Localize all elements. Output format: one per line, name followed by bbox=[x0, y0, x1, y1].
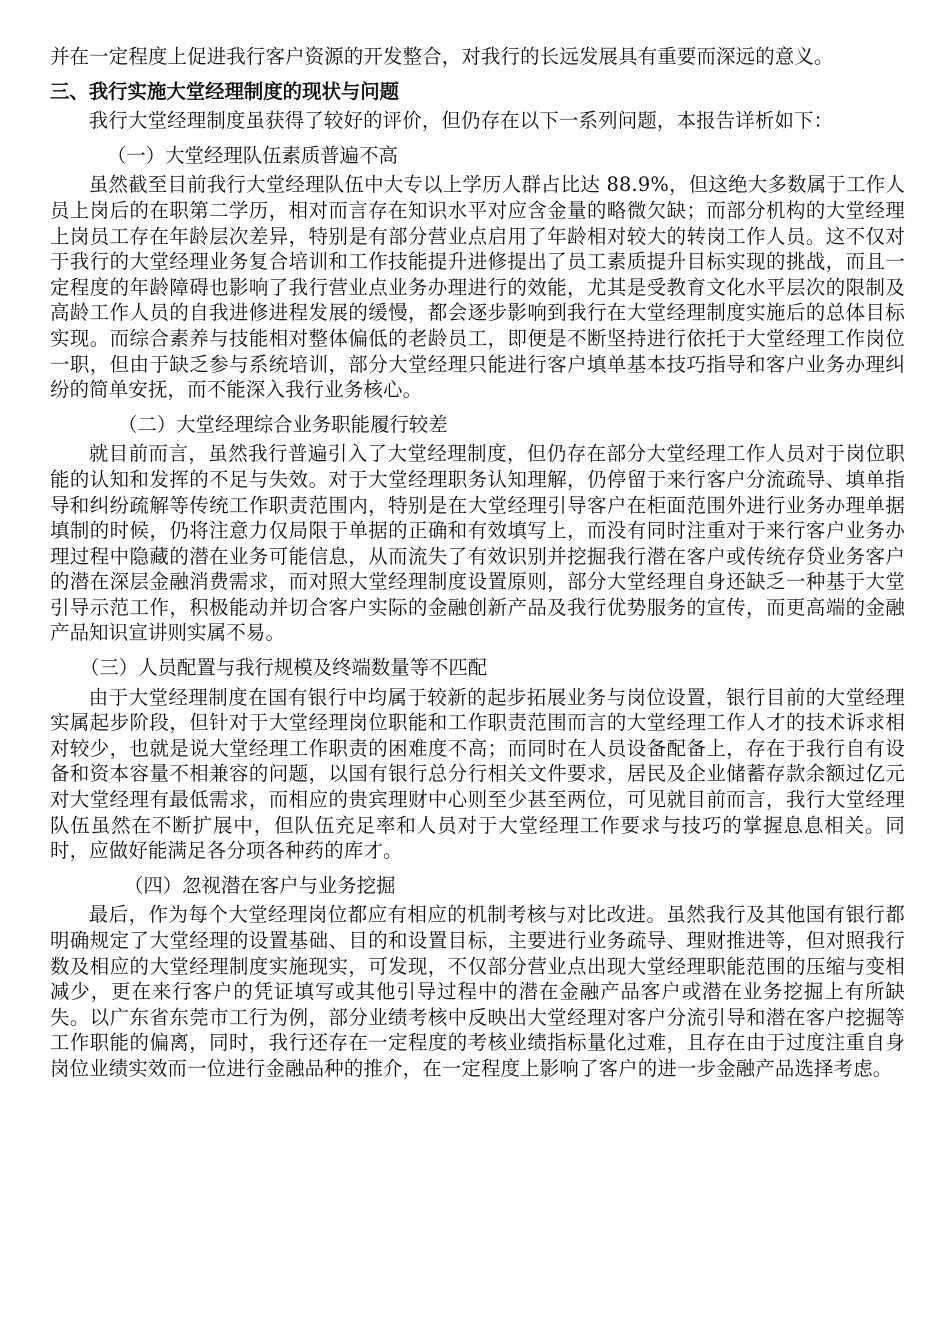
section3-intro-paragraph: 我行大堂经理制度虽获得了较好的评价，但仍存在以下一系列问题，本报告详析如下： bbox=[88, 109, 834, 133]
sub4-body-paragraph: 最后，作为每个大堂经理岗位都应有相应的机制考核与对比改进。虽然我行及其他国有银行都明确规定了大堂经理的设置基础、目的和设置目标，主要进行业务疏导、理财推进等，但对照我行数及相应的大堂经理制度实施现实，可发现，不仅部分营业点出现大堂经理职能范围的压缩与变相减少，更在来行客户的凭证填写或其他引导过程中的潜在金融产品客户或潜在业务挖掘上有所缺失。以广东省东莞市工行为例，部分业绩考核中反映出大堂经理对客户分流引导和潜在客户挖掘等工作职能的偏离，同时，我行还存在一定程度的考核业绩指标量化过难，且存在由于过度注重自身岗位业绩实效而一位进行金融品种的推介，在一定程度上影响了客户的进一步金融产品选择考虑。 bbox=[50, 903, 905, 1080]
sub3-heading: （三）人员配置与我行规模及终端数量等不匹配 bbox=[80, 656, 488, 680]
section3-heading: 三、我行实施大堂经理制度的现状与问题 bbox=[50, 79, 400, 103]
sub4-heading: （四）忽视潜在客户与业务挖掘 bbox=[124, 873, 396, 897]
sub3-body-paragraph: 由于大堂经理制度在国有银行中均属于较新的起步拓展业务与岗位设置，银行目前的大堂经理实属起步阶段，但针对于大堂经理岗位职能和工作职责范围而言的大堂经理工作人才的技术诉求相对较少，也就是说大堂经理工作职责的困难度不高；而同时在人员设备配备上，存在于我行自有设备和资本容量不相兼容的问题，以国有银行总分行相关文件要求，居民及企业储蓄存款余额过亿元对大堂经理有最低需求，而相应的贵宾理财中心则至少甚至两位，可见就目前而言，我行大堂经理队伍虽然在不断扩展中，但队伍充足率和人员对于大堂经理工作要求与技巧的掌握息息相关。同时，应做好能满足各分项各种药的库才。 bbox=[50, 685, 905, 863]
sub1-body-paragraph: 虽然截至目前我行大堂经理队伍中大专以上学历人群占比达 88.9%，但这绝大多数属于工作人员上岗后的在职第二学历，相对而言存在知识水平对应含金量的略微欠缺；而部分机构的大堂经理上岗员工存在年龄层次差异，特别是有部分营业点启用了年龄相对较大的转岗工作人员。这不仅对于我行的大堂经理业务复合培训和工作技能提升进修提出了员工素质提升目标实现的挑战，而且一定程度的年龄障碍也影响了我行营业点业务办理进行的效能，尤其是受教育文化水平层次的限制及高龄工作人员的自我进修进程发展的缓慢，都会逐步影响到我行在大堂经理制度实施后的总体目标实现。而综合素养与技能相对整体偏低的老龄员工，即便是不断坚持进行依托于大堂经理工作岗位一职，但由于缺乏参与系统培训，部分大堂经理只能进行客户填单基本技巧指导和客户业务办理纠纷的简单安抚，而不能深入我行业务核心。 bbox=[50, 173, 905, 402]
intro-tail-paragraph: 并在一定程度上促进我行客户资源的开发整合，对我行的长远发展具有重要而深远的意义。 bbox=[50, 45, 834, 68]
sub2-heading: （二）大堂经理综合业务职能履行较差 bbox=[118, 412, 448, 436]
sub2-body-paragraph: 就目前而言，虽然我行普遍引入了大堂经理制度，但仍存在部分大堂经理工作人员对于岗位职能的认知和发挥的不足与失效。对于大堂经理职务认知理解，仍停留于来行客户分流疏导、填单指导和纠纷疏解等传统工作职责范围内，特别是在大堂经理引导客户在柜面范围外进行业务办理单据填制的时候，仍将注意力仅局限于单据的正确和有效填写上，而没有同时注重对于来行客户业务办理过程中隐藏的潜在业务可能信息，从而流失了有效识别并挖掘我行潜在客户或传统存贷业务客户的潜在深层金融消费需求，而对照大堂经理制度设置原则，部分大堂经理自身还缺乏一种基于大堂引导示范工作，积极能动并切合客户实际的金融创新产品及我行优势服务的宣传，而更高端的金融产品知识宣讲则实属不易。 bbox=[50, 442, 905, 645]
sub1-heading: （一）大堂经理队伍素质普遍不高 bbox=[107, 143, 398, 167]
